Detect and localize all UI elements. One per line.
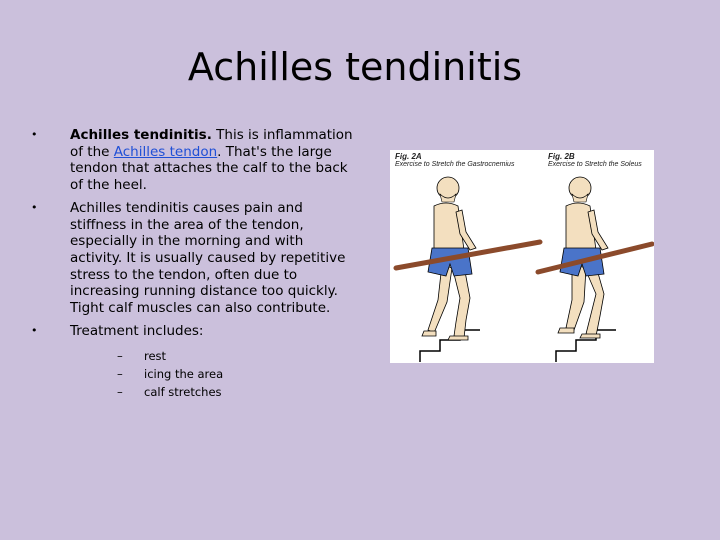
list-item	[28, 127, 358, 194]
figure-number-2b: Fig. 2B	[548, 152, 575, 161]
figure-panel-2b	[538, 177, 652, 362]
sub-item-text: calf stretches	[144, 385, 222, 400]
treatment-sub-list	[70, 347, 358, 401]
foot-shape	[558, 328, 574, 333]
figure-caption-text-2a: Exercise to Stretch the Gastrocnemius	[395, 161, 515, 168]
leg-shape	[452, 266, 470, 338]
sub-list-item	[117, 365, 358, 383]
slide-title: Achilles tendinitis	[187, 45, 523, 89]
foot-shape	[580, 334, 600, 338]
bullet-lead-text: Achilles tendinitis.	[70, 127, 212, 143]
bullet-marker: •	[31, 128, 38, 141]
foot-shape	[422, 331, 436, 336]
figure-number-2a: Fig. 2A	[395, 152, 422, 161]
bullet-text: Achilles tendinitis causes pain and stiffness in the area of the tendon, especially in the morning and with activity. It is usually caused by repetitive stress to the tendon, often due to increasing running distance too quickly. Tight calf muscles can also contribute.	[70, 199, 346, 317]
bullet-marker: •	[31, 323, 38, 337]
bullet-text: Treatment includes:	[70, 322, 204, 339]
figure-panel-2a	[396, 177, 540, 362]
figure-caption-text-2b: Exercise to Stretch the Soleus	[548, 161, 642, 168]
stretch-exercise-figure	[390, 150, 654, 363]
list-item	[28, 200, 358, 317]
achilles-tendon-link[interactable]: Achilles tendon	[113, 143, 218, 160]
dash-marker: –	[117, 385, 123, 400]
dash-marker: –	[117, 367, 123, 382]
bullet-marker: •	[31, 200, 38, 214]
stretch-illustration	[390, 150, 654, 363]
bullet-text: . That's the large tendon that attaches the calf to the back of the heel.	[70, 143, 348, 194]
foot-shape	[448, 336, 468, 340]
sub-item-text: icing the area	[144, 367, 224, 382]
list-item	[28, 323, 358, 402]
leg-shape	[584, 266, 604, 336]
sub-list-item	[117, 347, 358, 365]
bullet-text: This is inflammation of the	[70, 127, 353, 160]
bullet-list	[28, 127, 358, 407]
dash-marker: –	[117, 349, 123, 364]
sub-item-text: rest	[144, 349, 167, 364]
sub-list-item	[117, 383, 358, 401]
